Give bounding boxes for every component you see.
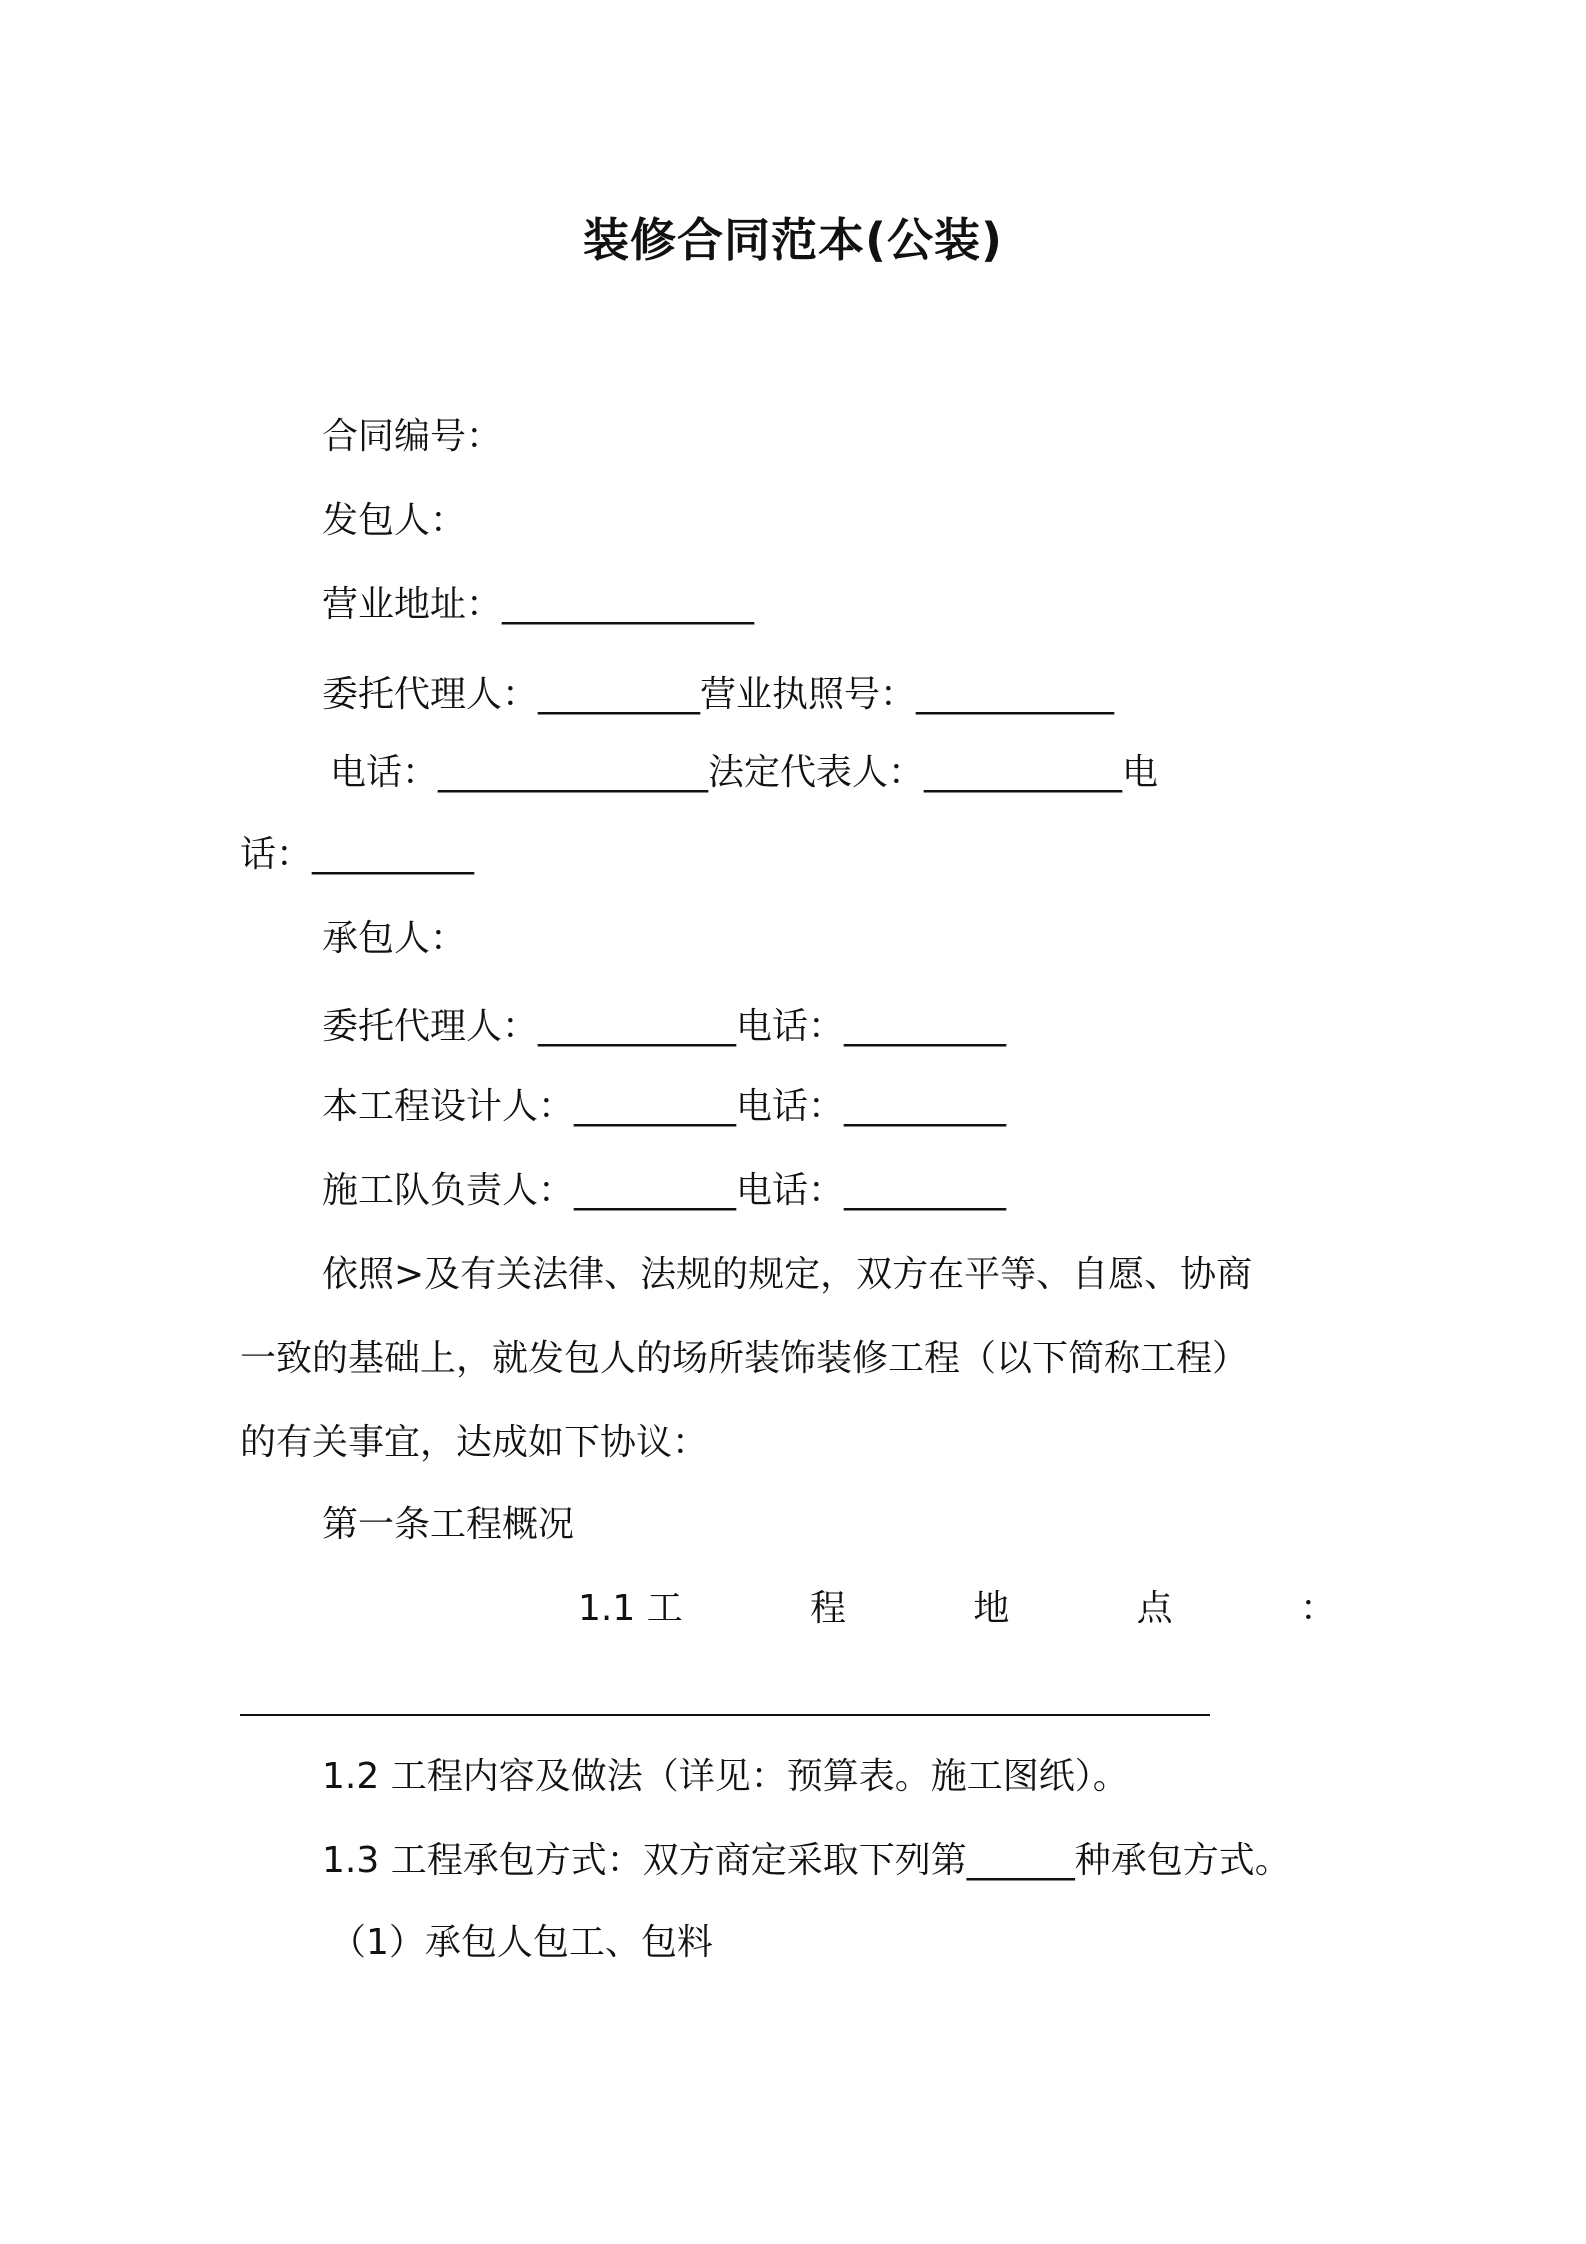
preamble-line-1: 依照>及有关法律、法规的规定，双方在平等、自愿、协商 (322, 1254, 1253, 1295)
document-title: 装修合同范本(公装) (582, 213, 1004, 267)
article-one-heading: 第一条工程概况 (322, 1504, 575, 1545)
clause-1-1-part: ： (1299, 1588, 1336, 1629)
team-leader-line: 施工队负责人：_________电话：_________ (322, 1170, 1007, 1211)
clause-1-2: 1.2 工程内容及做法（详见：预算表。施工图纸）。 (322, 1756, 1129, 1797)
designer-line: 本工程设计人：_________电话：_________ (322, 1086, 1007, 1127)
clause-1-3: 1.3 工程承包方式：双方商定采取下列第______种承包方式。 (322, 1840, 1291, 1881)
client-agent-line: 委托代理人：_________营业执照号：___________ (322, 674, 1115, 715)
clause-1-1 (578, 1584, 1336, 1634)
contractor-agent-line: 委托代理人：___________电话：_________ (322, 1006, 1007, 1047)
location-blank-line (240, 1714, 1210, 1716)
clause-1-1-part: 点 (1136, 1588, 1173, 1629)
contract-number-line: 合同编号： (322, 416, 503, 457)
phone-legal-rep-line: 电话：_______________法定代表人：___________电 (330, 752, 1159, 793)
contractor-line: 承包人： (322, 918, 467, 959)
clause-1-1-part: 地 (973, 1588, 1010, 1629)
phone-continuation-line: 话：_________ (240, 834, 475, 875)
client-line: 发包人： (322, 500, 467, 541)
clause-1-1-part: 程 (810, 1588, 847, 1629)
clause-1-1-part: 1.1 工 (578, 1588, 683, 1629)
preamble-line-3: 的有关事宜，达成如下协议： (240, 1422, 709, 1463)
option-1: （1）承包人包工、包料 (330, 1922, 713, 1963)
preamble-line-2: 一致的基础上，就发包人的场所装饰装修工程（以下简称工程） (240, 1338, 1249, 1379)
business-address-line: 营业地址：______________ (322, 584, 755, 625)
